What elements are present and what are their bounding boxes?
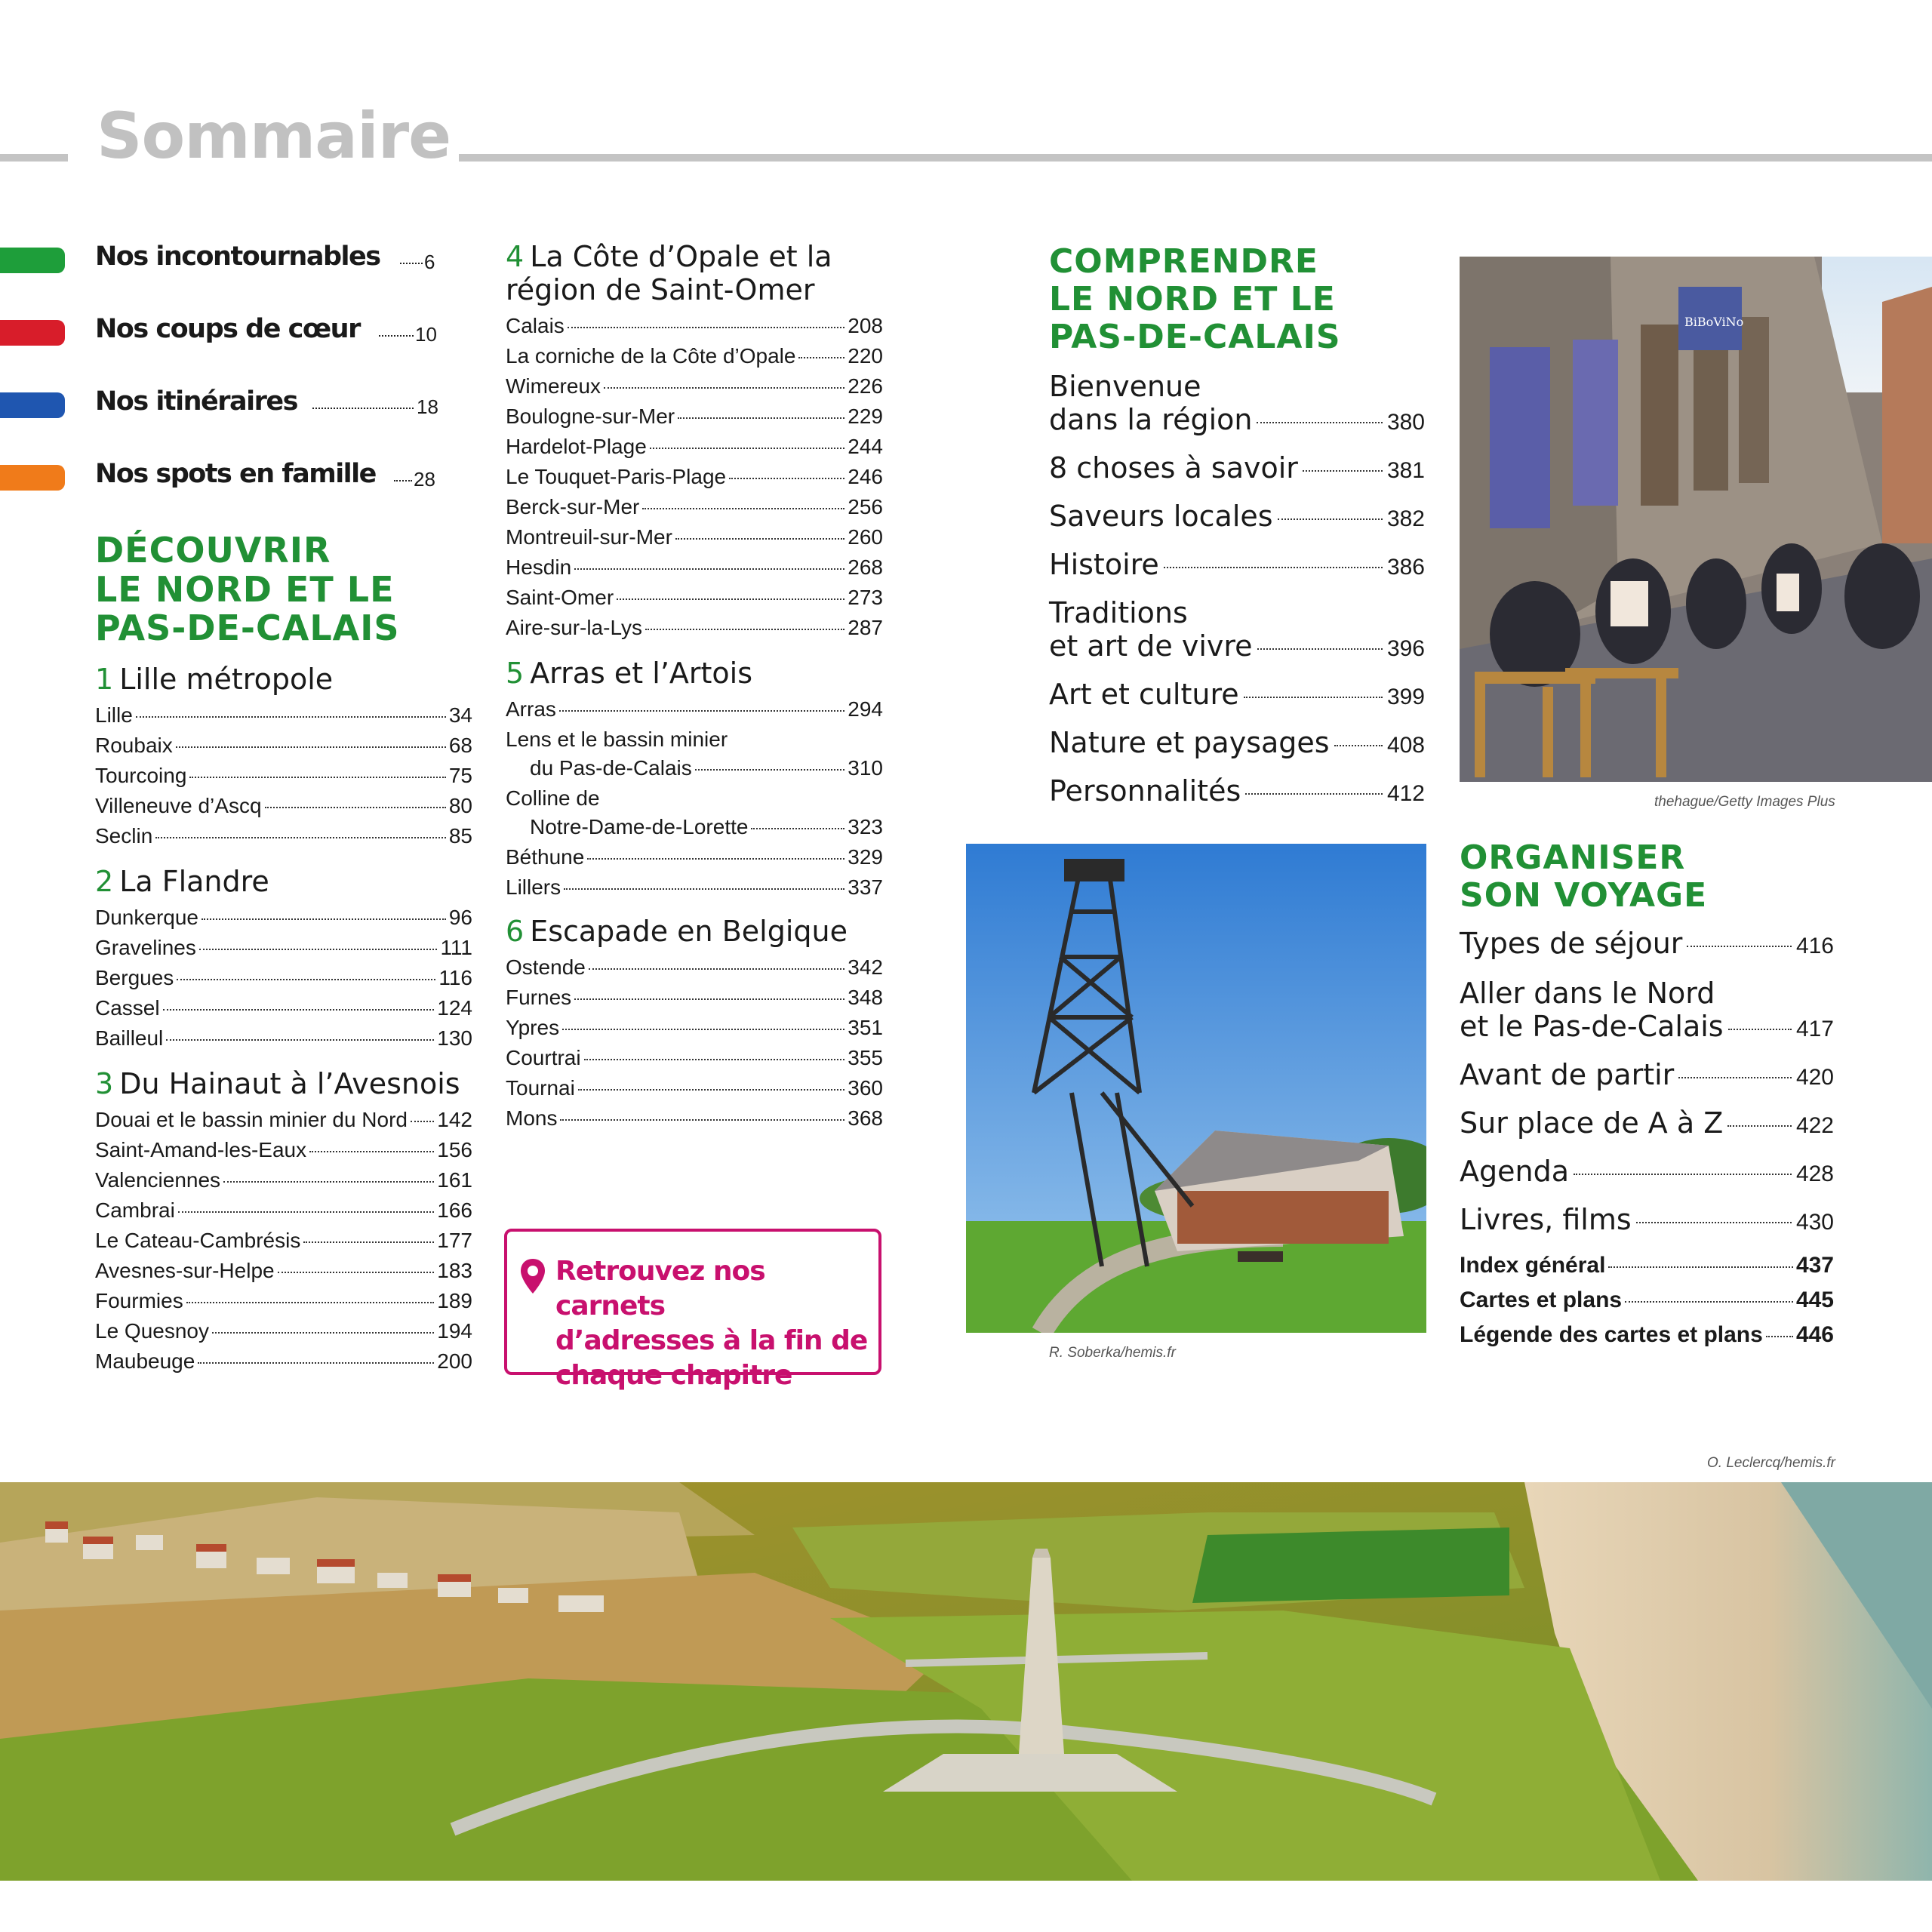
highlight-label: Nos incontournables — [95, 242, 380, 272]
toc-entry[interactable]: Berck-sur-Mer 256 — [506, 495, 883, 518]
toc-entry[interactable]: Hardelot-Plage 244 — [506, 435, 883, 458]
toc-entry[interactable]: Lille 34 — [95, 703, 472, 727]
highlight-page: 10 — [415, 323, 437, 346]
leader-dots — [394, 480, 412, 481]
toc-entry-big[interactable]: dans la région 380 — [1049, 403, 1425, 436]
leader-dots — [400, 263, 423, 264]
toc-entry[interactable]: Aire-sur-la-Lys 287 — [506, 616, 883, 639]
toc-entry[interactable]: Lillers 337 — [506, 875, 883, 899]
page-title: Sommaire — [97, 99, 451, 173]
green-tab-icon — [0, 248, 65, 273]
highlight-label: Nos spots en famille — [95, 459, 376, 489]
decouvrir-heading: DÉCOUVRIR LE NORD ET LE PAS-DE-CALAIS — [95, 530, 400, 649]
toc-entry[interactable]: Valenciennes 161 — [95, 1168, 472, 1192]
toc-entry-big[interactable]: Art et culture 399 — [1049, 678, 1425, 711]
highlight-page: 6 — [424, 251, 435, 273]
toc-entry[interactable]: Dunkerque 96 — [95, 906, 472, 929]
chapter-title: La Flandre — [119, 865, 269, 898]
leader-dots — [312, 408, 414, 409]
toc-entry[interactable]: Le Quesnoy 194 — [95, 1319, 472, 1343]
chapter-6: 6 Escapade en Belgique Ostende 342 Furnes 348 Ypres 351 Courtrai 355 Tournai 360 Mons 368 — [506, 915, 883, 1134]
organiser-heading: ORGANISER SON VOYAGE — [1460, 838, 1708, 915]
toc-entry-big[interactable]: 8 choses à savoir 381 — [1049, 451, 1425, 485]
toc-entry[interactable]: Tourcoing 75 — [95, 764, 472, 787]
toc-entry[interactable]: Le Cateau-Cambrésis 177 — [95, 1229, 472, 1252]
toc-entry[interactable]: Maubeuge 200 — [95, 1349, 472, 1373]
index-entry[interactable]: Cartes et plans 445 — [1460, 1287, 1834, 1312]
toc-entry-big[interactable]: Histoire 386 — [1049, 548, 1425, 581]
highlight-incontournables[interactable] — [0, 238, 438, 276]
toc-entry[interactable]: Gravelines 111 — [95, 936, 472, 959]
highlight-page: 28 — [414, 468, 435, 491]
chapter-title: Arras et l’Artois — [530, 657, 753, 690]
chapter-5: 5 Arras et l’Artois Arras 294 Lens et le bassin minier du Pas-de-Calais 310 Colline de Notre-Dame-de-Lorette 323 Béthune 329 Lillers 337 — [506, 657, 883, 903]
toc-entry[interactable]: La corniche de la Côte d’Opale 220 — [506, 344, 883, 368]
chapter-title: Du Hainaut à l’Avesnois — [119, 1067, 460, 1100]
index-entry[interactable]: Légende des cartes et plans 446 — [1460, 1322, 1834, 1347]
toc-entry-big[interactable]: Sur place de A à Z 422 — [1460, 1106, 1834, 1140]
coastal-panorama-photo — [0, 1482, 1932, 1881]
chapter-2: 2 La Flandre Dunkerque 96 Gravelines 111 Bergues 116 Cassel 124 Bailleul 130 — [95, 865, 472, 1054]
chapter-3: 3 Du Hainaut à l’Avesnois Douai et le bassin minier du Nord 142 Saint-Amand-les-Eaux 156 Valenciennes 161 Cambrai 166 Le Cateau-Cambrésis 177 Avesnes-sur-Helpe 183 Fourmies 189 Le Quesnoy 194 Maubeuge 200 — [95, 1067, 472, 1377]
toc-entry[interactable]: Avesnes-sur-Helpe 183 — [95, 1259, 472, 1282]
photo-credit: O. Leclercq/hemis.fr — [1707, 1455, 1835, 1471]
toc-entry[interactable]: du Pas-de-Calais 310 — [530, 756, 883, 780]
map-pin-icon — [519, 1257, 546, 1297]
photo-credit: thehague/Getty Images Plus — [1654, 794, 1835, 810]
toc-entry[interactable]: Fourmies 189 — [95, 1289, 472, 1312]
chapter-title: Lille métropole — [119, 663, 334, 696]
toc-entry[interactable]: Roubaix 68 — [95, 734, 472, 757]
orange-tab-icon — [0, 465, 65, 491]
chapter-title: Escapade en Belgique — [530, 915, 848, 948]
title-rule-left — [0, 154, 68, 162]
toc-entry[interactable]: Boulogne-sur-Mer 229 — [506, 405, 883, 428]
toc-entry-big[interactable]: Types de séjour 416 — [1460, 927, 1834, 960]
toc-entry[interactable]: Wimereux 226 — [506, 374, 883, 398]
highlight-coups-de-coeur[interactable] — [0, 311, 438, 349]
leader-dots — [379, 335, 414, 337]
toc-entry-line1: Lens et le bassin minier — [506, 728, 728, 751]
highlight-label: Nos coups de cœur — [95, 314, 360, 344]
toc-entry[interactable]: Bergues 116 — [95, 966, 472, 989]
toc-entry-big[interactable]: Personnalités 412 — [1049, 774, 1425, 808]
toc-entry[interactable]: Douai et le bassin minier du Nord 142 — [95, 1108, 472, 1131]
toc-entry-big[interactable]: Livres, films 430 — [1460, 1203, 1834, 1236]
street-cafe-photo — [1460, 257, 1932, 782]
toc-entry[interactable]: Saint-Amand-les-Eaux 156 — [95, 1138, 472, 1161]
blue-tab-icon — [0, 392, 65, 418]
toc-entry[interactable]: Courtrai 355 — [506, 1046, 883, 1069]
comprendre-heading: COMPRENDRE LE NORD ET LE PAS-DE-CALAIS — [1049, 242, 1341, 356]
toc-entry-big[interactable]: Avant de partir 420 — [1460, 1058, 1834, 1091]
toc-entry[interactable]: Mons 368 — [506, 1106, 883, 1130]
index-entry[interactable]: Index général 437 — [1460, 1253, 1834, 1278]
toc-entry[interactable]: Arras 294 — [506, 697, 883, 721]
toc-entry-big[interactable]: Nature et paysages 408 — [1049, 726, 1425, 759]
toc-entry[interactable]: Ostende 342 — [506, 955, 883, 979]
toc-entry[interactable]: Notre-Dame-de-Lorette 323 — [530, 815, 883, 838]
svg-text:BiBoViNo: BiBoViNo — [1684, 315, 1744, 329]
toc-entry-big[interactable]: Saveurs locales 382 — [1049, 500, 1425, 533]
toc-entry[interactable]: Cambrai 166 — [95, 1198, 472, 1222]
toc-entry[interactable]: Furnes 348 — [506, 986, 883, 1009]
carnets-callout: Retrouvez nos carnets d’adresses à la fin de chaque chapitre — [504, 1229, 881, 1375]
toc-entry-big[interactable]: et art de vivre 396 — [1049, 629, 1425, 663]
toc-entry-line1: Colline de — [506, 786, 600, 810]
toc-entry[interactable]: Bailleul 130 — [95, 1026, 472, 1050]
red-tab-icon — [0, 320, 65, 346]
toc-entry[interactable]: Le Touquet-Paris-Plage 246 — [506, 465, 883, 488]
toc-entry[interactable]: Villeneuve d’Ascq 80 — [95, 794, 472, 817]
toc-entry[interactable]: Seclin 85 — [95, 824, 472, 848]
toc-entry-big[interactable]: Agenda 428 — [1460, 1155, 1834, 1188]
photo-credit: R. Soberka/hemis.fr — [1049, 1345, 1176, 1361]
toc-entry[interactable]: Ypres 351 — [506, 1016, 883, 1039]
title-rule-right — [459, 154, 1932, 162]
highlight-page: 18 — [417, 395, 438, 418]
toc-entry[interactable]: Hesdin 268 — [506, 555, 883, 579]
toc-entry[interactable]: Béthune 329 — [506, 845, 883, 869]
chapter-title-line2: région de Saint-Omer — [506, 273, 815, 306]
highlight-label: Nos itinéraires — [95, 386, 297, 417]
chapter-4: 4 La Côte d’Opale et la région de Saint-Omer Calais 208 La corniche de la Côte d’Opale 220 Wimereux 226 Boulogne-sur-Mer 229 Hardelot-Plage 244 Le Touquet-Paris-Plage 246 Berck-sur-Mer 256 Montreuil-sur-Mer 260 Hesdin 268 Saint-Omer 273 Aire-sur-la-Lys 287 — [506, 240, 883, 643]
toc-entry-big[interactable]: et le Pas-de-Calais 417 — [1460, 1010, 1834, 1043]
highlight-spots-famille[interactable] — [0, 456, 438, 494]
toc-entry[interactable]: Tournai 360 — [506, 1076, 883, 1100]
chapter-title: La Côte d’Opale et la — [530, 240, 832, 273]
toc-entry[interactable]: Calais 208 — [506, 314, 883, 337]
toc-entry[interactable]: Montreuil-sur-Mer 260 — [506, 525, 883, 549]
comprendre-list: Bienvenue dans la région 380 8 choses à savoir 381 Saveurs locales 382 Histoire 386 Traditions et art de vivre 396 Art et culture 399 Nature et paysages 408 Personnalités 412 — [1049, 370, 1425, 823]
highlight-itineraires[interactable] — [0, 383, 438, 421]
toc-entry[interactable]: Cassel 124 — [95, 996, 472, 1020]
toc-entry[interactable]: Saint-Omer 273 — [506, 586, 883, 609]
chapter-1: 1 Lille métropole Lille 34 Roubaix 68 Tourcoing 75 Villeneuve d’Ascq 80 Seclin 85 — [95, 663, 472, 851]
mine-headframe-photo — [966, 844, 1426, 1333]
organiser-list: Types de séjour 416 Aller dans le Nord et le Pas-de-Calais 417 Avant de partir 420 Sur place de A à Z 422 Agenda 428 Livres, films 430 Index général 437 Cartes et plans 445 Légende des cartes et plans 446 — [1460, 927, 1834, 1357]
